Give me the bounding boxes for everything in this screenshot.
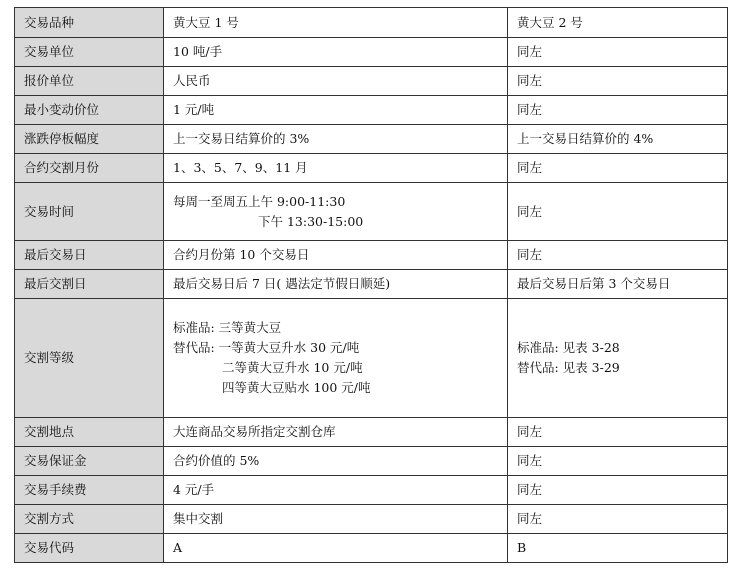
table-row-margin [15, 447, 728, 476]
row-value-1: 合约价值的 5% [164, 447, 508, 476]
table-row-fee [15, 476, 728, 505]
table-row-trading-unit [15, 38, 728, 67]
table-row-header [15, 8, 728, 38]
row-value-2: 同左 [508, 154, 728, 183]
row-value-1 [164, 183, 508, 241]
row-label: 交易单位 [15, 38, 164, 67]
row-label: 最后交易日 [15, 241, 164, 270]
table-row-delivery-location [15, 418, 728, 447]
table-row-trading-hours [15, 183, 728, 241]
table-row-last-delivery-day [15, 270, 728, 299]
row-value-2: 同左 [508, 183, 728, 241]
row-label: 涨跌停板幅度 [15, 125, 164, 154]
row-value-2: 同左 [508, 67, 728, 96]
table-row-last-trading-day [15, 241, 728, 270]
row-value-2: 同左 [508, 447, 728, 476]
grade-standard-ref: 标准品: 见表 3-28 [517, 340, 620, 355]
row-value-2: 上一交易日结算价的 4% [508, 125, 728, 154]
grade-substitute-4: 四等黄大豆贴水 100 元/吨 [222, 380, 371, 395]
table-row-delivery-grade [15, 299, 728, 418]
row-label: 交易代码 [15, 534, 164, 563]
row-value-1: 大连商品交易所指定交割仓库 [164, 418, 508, 447]
row-label: 最小变动价位 [15, 96, 164, 125]
row-value-2: 同左 [508, 505, 728, 534]
row-value-2: 同左 [508, 38, 728, 67]
row-value-2: 最后交易日后第 3 个交易日 [508, 270, 728, 299]
table-row-trading-code [15, 534, 728, 563]
row-label: 合约交割月份 [15, 154, 164, 183]
table-row-delivery-method [15, 505, 728, 534]
row-value-2: B [508, 534, 728, 563]
table-row-price-limit [15, 125, 728, 154]
row-value-2: 同左 [508, 476, 728, 505]
soybean-contract-spec-table [14, 7, 728, 563]
row-value-1: 1 元/吨 [164, 96, 508, 125]
header-soybean-2: 黄大豆 2 号 [508, 8, 728, 38]
header-soybean-1: 黄大豆 1 号 [164, 8, 508, 38]
row-label: 交割等级 [15, 299, 164, 418]
row-value-1: 上一交易日结算价的 3% [164, 125, 508, 154]
row-value-1: 4 元/手 [164, 476, 508, 505]
row-label: 交割方式 [15, 505, 164, 534]
grade-substitute-2: 二等黄大豆升水 10 元/吨 [222, 360, 363, 375]
row-label: 交易时间 [15, 183, 164, 241]
row-value-1: 人民币 [164, 67, 508, 96]
row-value-2: 同左 [508, 418, 728, 447]
row-value-1: 集中交割 [164, 505, 508, 534]
row-value-2 [508, 299, 728, 418]
row-value-1: 10 吨/手 [164, 38, 508, 67]
table-row-tick-size [15, 96, 728, 125]
row-label: 报价单位 [15, 67, 164, 96]
row-label: 最后交割日 [15, 270, 164, 299]
row-value-1: 合约月份第 10 个交易日 [164, 241, 508, 270]
row-value-1: 1、3、5、7、9、11 月 [164, 154, 508, 183]
row-label: 交易保证金 [15, 447, 164, 476]
row-value-1: 最后交易日后 7 日( 遇法定节假日顺延) [164, 270, 508, 299]
trading-hours-afternoon: 下午 13:30-15:00 [258, 213, 364, 229]
grade-standard: 标准品: 三等黄大豆 [173, 320, 282, 335]
row-value-2: 同左 [508, 241, 728, 270]
row-value-2: 同左 [508, 96, 728, 125]
grade-substitute-ref: 替代品: 见表 3-29 [517, 360, 620, 375]
row-label: 交割地点 [15, 418, 164, 447]
table-row-delivery-months [15, 154, 728, 183]
row-value-1 [164, 299, 508, 418]
trading-hours-morning: 每周一至周五上午 9:00-11:30 [173, 193, 346, 209]
row-label: 交易手续费 [15, 476, 164, 505]
grade-substitute-1: 替代品: 一等黄大豆升水 30 元/吨 [173, 340, 360, 355]
table-row-quote-unit [15, 67, 728, 96]
row-value-1: A [164, 534, 508, 563]
header-label: 交易品种 [15, 8, 164, 38]
